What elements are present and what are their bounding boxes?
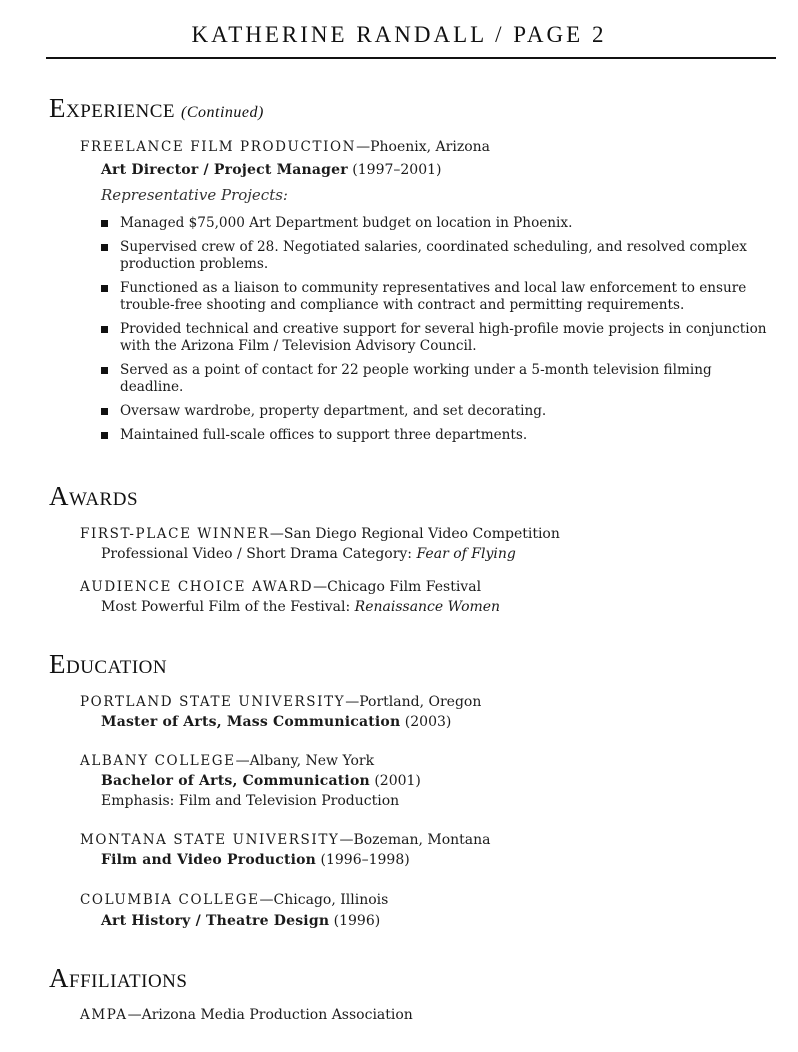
school-location: —Portland, Oregon — [345, 694, 482, 710]
award-work: Renaissance Women — [354, 599, 501, 615]
bullet-square-icon — [101, 408, 108, 415]
education-school — [80, 832, 490, 848]
affiliation-full-name: —Arizona Media Production Association — [127, 1007, 413, 1023]
education-degree — [101, 714, 451, 730]
degree-years: (2001) — [369, 773, 421, 789]
school-name: PORTLAND STATE UNIVERSITY — [80, 694, 346, 710]
degree-years: (2003) — [400, 714, 452, 730]
award-detail: Most Powerful Film of the Festival: Renaissance Women — [101, 599, 501, 615]
award-location: —San Diego Regional Video Competition — [269, 526, 560, 542]
school-name: ALBANY COLLEGE — [80, 753, 236, 769]
education-degree — [101, 852, 410, 868]
affiliations-section-title: Affiliations — [49, 963, 188, 993]
degree-name: Film and Video Production — [101, 852, 317, 868]
bullet-square-icon — [101, 285, 108, 292]
org-name: FREELANCE FILM PRODUCTION — [80, 139, 357, 155]
education-school — [80, 892, 388, 908]
bullet-item: Oversaw wardrobe, property department, and set decorating. — [101, 403, 771, 420]
role-title: Art Director / Project Manager — [101, 162, 348, 178]
bullet-square-icon — [101, 244, 108, 251]
continued-label: (Continued) — [181, 104, 264, 121]
education-degree — [101, 773, 421, 789]
school-location: —Bozeman, Montana — [339, 832, 491, 848]
education-degree — [101, 913, 380, 929]
degree-name: Art History / Theatre Design — [101, 913, 330, 929]
degree-name: Master of Arts, Mass Communication — [101, 714, 401, 730]
projects-heading: Representative Projects: — [101, 186, 288, 204]
experience-bullet-list — [101, 215, 771, 444]
degree-years: (1996) — [329, 913, 381, 929]
bullet-item: Maintained full-scale offices to support three departments. — [101, 427, 771, 444]
page-header: KATHERINE RANDALL / PAGE 2 — [191, 22, 607, 47]
bullet-item: Served as a point of contact for 22 people working under a 5-month television filming deadline. — [101, 362, 771, 396]
education-section-title: Education — [49, 649, 168, 679]
bullet-item: Managed $75,000 Art Department budget on location in Phoenix. — [101, 215, 771, 232]
experience-org — [80, 139, 490, 155]
experience-role — [101, 162, 442, 178]
header-divider — [46, 57, 776, 59]
award-location: —Chicago Film Festival — [313, 579, 482, 595]
award-detail: Professional Video / Short Drama Category: Fear of Flying — [101, 546, 516, 562]
school-name: MONTANA STATE UNIVERSITY — [80, 832, 340, 848]
education-school — [80, 753, 374, 769]
school-name: COLUMBIA COLLEGE — [80, 892, 260, 908]
award-entry — [80, 579, 481, 595]
bullet-square-icon — [101, 326, 108, 333]
education-emphasis: Emphasis: Film and Television Production — [101, 793, 400, 809]
bullet-square-icon — [101, 367, 108, 374]
awards-section-title: Awards — [49, 481, 139, 511]
degree-years: (1996–1998) — [316, 852, 410, 868]
bullet-item: Functioned as a liaison to community representatives and local law enforcement to ensure trouble-free shooting and compliance with contract and permitting requirements. — [101, 280, 771, 314]
award-work: Fear of Flying — [416, 546, 516, 562]
award-entry — [80, 526, 560, 542]
affiliation-entry — [80, 1007, 413, 1023]
school-location: —Albany, New York — [235, 753, 375, 769]
bullet-square-icon — [101, 432, 108, 439]
education-school — [80, 694, 481, 710]
award-name: FIRST-PLACE WINNER — [80, 526, 270, 542]
bullet-square-icon — [101, 220, 108, 227]
experience-section-title — [49, 93, 264, 124]
role-years: (1997–2001) — [347, 162, 442, 178]
affiliation-acronym: AMPA — [80, 1007, 128, 1023]
org-location: —Phoenix, Arizona — [356, 139, 490, 155]
experience-title: Experience — [49, 93, 175, 123]
award-name: AUDIENCE CHOICE AWARD — [80, 579, 314, 595]
bullet-item: Supervised crew of 28. Negotiated salaries, coordinated scheduling, and resolved complex production problems. — [101, 239, 771, 273]
school-location: —Chicago, Illinois — [259, 892, 389, 908]
bullet-item: Provided technical and creative support for several high-profile movie projects in conjunction with the Arizona Film / Television Advisory Council. — [101, 321, 771, 355]
degree-name: Bachelor of Arts, Communication — [101, 773, 370, 789]
